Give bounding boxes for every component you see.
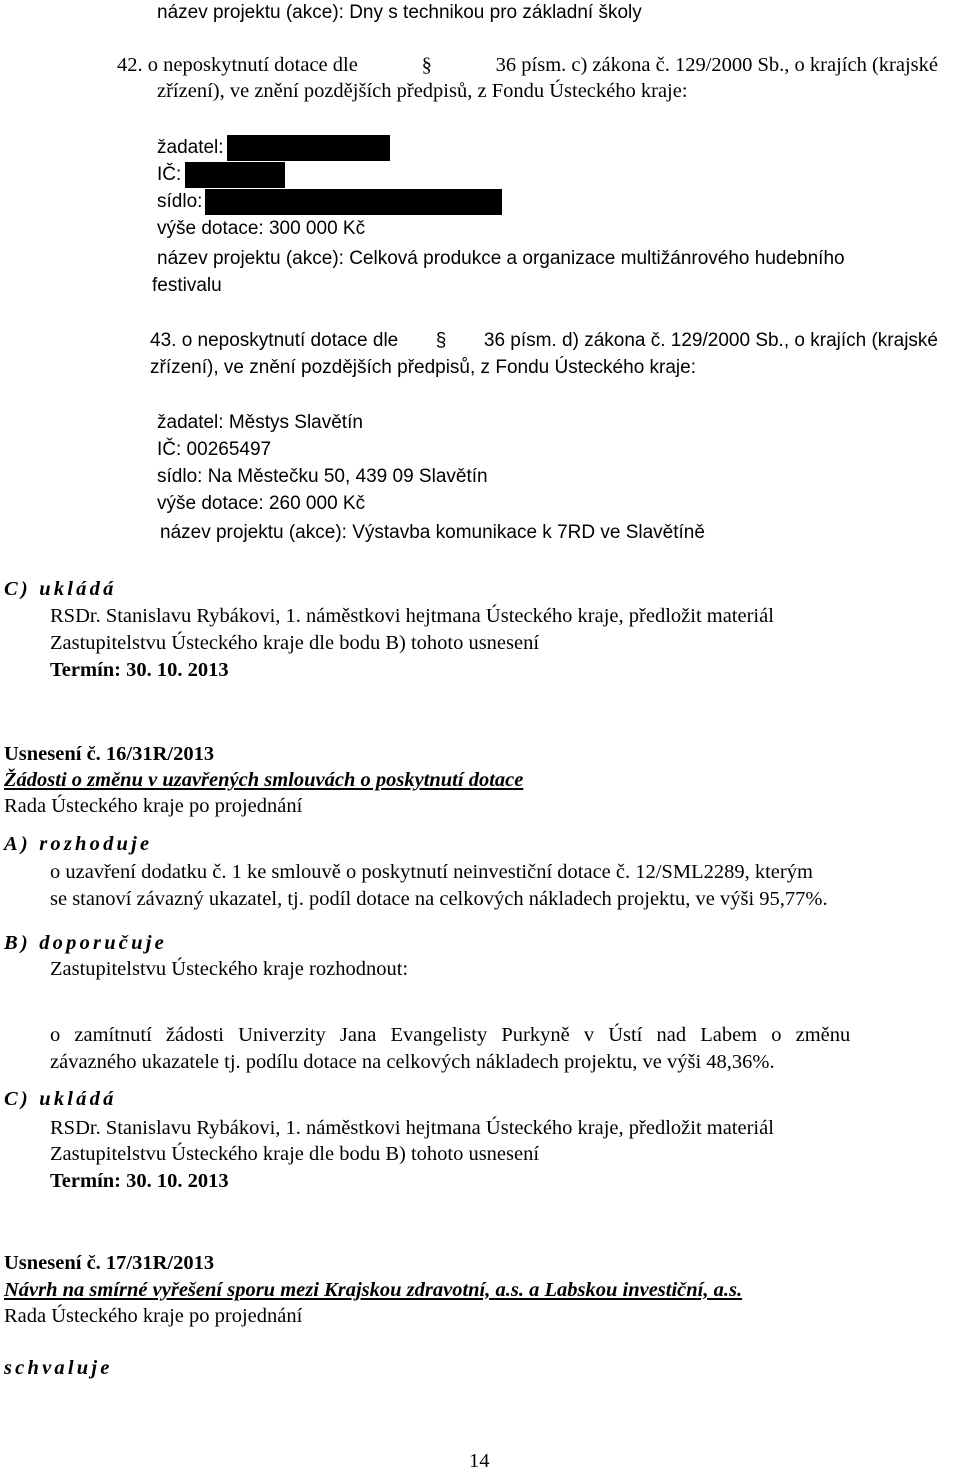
item-43-seat: sídlo: Na Městečku 50, 439 09 Slavětín (157, 466, 488, 487)
item-43-heading-cont: zřízení), ve znění pozdějších předpisů, z Fondu Ústeckého kraje: (150, 357, 696, 378)
project-line-41: název projektu (akce): Dny s technikou pro základní školy (157, 2, 642, 23)
resolution-17-title: Návrh na smírné vyřešení sporu mezi Krajskou zdravotní, a.s. a Labskou investiční, a.s. (4, 1279, 743, 1301)
resolution-17-number: Usnesení č. 17/31R/2013 (4, 1252, 215, 1274)
applicant-label: žadatel: (157, 137, 224, 158)
resolution-17-heading: schvaluje (4, 1357, 113, 1379)
item-43-heading-part2: 36 písm. d) zákona č. 129/2000 Sb., o krajích (krajské (483, 330, 938, 351)
section-c-line1-text: RSDr. Stanislavu Rybákovi, 1. náměstkovi hejtmana Ústeckého kraje, předložit materiál (50, 605, 774, 627)
redaction-bar (185, 162, 285, 188)
item-43-heading-part1: 43. o neposkytnutí dotace dle (150, 330, 399, 351)
resolution-16-b-line2: o zamítnutí žádosti Univerzity Jana Evangelisty Purkyně v Ústí nad Labem o změnu (50, 1024, 851, 1046)
item-42-heading-part1: 42. o neposkytnutí dotace dle (117, 54, 358, 76)
section-c-line1 (50, 603, 938, 629)
resolution-16-c-term: Termín: 30. 10. 2013 (50, 1170, 229, 1192)
page-number: 14 (469, 1450, 490, 1472)
item-43-amount: výše dotace: 260 000 Kč (157, 493, 366, 514)
resolution-16-c-line2: Zastupitelstvu Ústeckého kraje dle bodu B) tohoto usnesení (50, 1143, 540, 1165)
resolution-16-intro: Rada Ústeckého kraje po projednání (4, 795, 303, 817)
section-c-heading: C) ukládá (4, 578, 117, 600)
item-42-project: název projektu (akce): Celková produkce a organizace multižánrového hudebního (157, 248, 845, 269)
item-42-seat (157, 189, 502, 215)
seat-label: sídlo: (157, 191, 203, 212)
item-42-heading (117, 52, 938, 78)
item-43-ic: IČ: 00265497 (157, 439, 272, 460)
resolution-16-c-line1: RSDr. Stanislavu Rybákovi, 1. náměstkovi hejtmana Ústeckého kraje, předložit materiál (50, 1117, 774, 1139)
item-42-ic (157, 162, 285, 188)
resolution-16-number: Usnesení č. 16/31R/2013 (4, 743, 215, 765)
resolution-16-b-line3: závazného ukazatele tj. podílu dotace na celkových nákladech projektu, ve výši 48,36%. (50, 1051, 775, 1073)
resolution-16-c-heading: C) ukládá (4, 1088, 117, 1110)
item-42-applicant (157, 135, 390, 161)
item-42-heading-cont: zřízení), ve znění pozdějších předpisů, z Fondu Ústeckého kraje: (157, 80, 688, 102)
resolution-17-intro: Rada Ústeckého kraje po projednání (4, 1305, 303, 1327)
item-42-amount: výše dotace: 300 000 Kč (157, 218, 366, 239)
ic-label: IČ: (157, 164, 182, 185)
section-sign: § (421, 54, 432, 76)
item-43-project: název projektu (akce): Výstavba komunikace k 7RD ve Slavětíně (160, 522, 705, 543)
item-43-applicant: žadatel: Městys Slavětín (157, 412, 363, 433)
item-42-heading-part2: 36 písm. c) zákona č. 129/2000 Sb., o krajích (krajské (495, 54, 938, 76)
section-c-term: Termín: 30. 10. 2013 (50, 659, 229, 681)
redaction-bar (227, 135, 390, 161)
resolution-16-b-heading: B) doporučuje (4, 932, 167, 954)
resolution-16-a-heading: A) rozhoduje (4, 833, 153, 855)
redaction-bar (205, 189, 502, 215)
item-43-heading (150, 328, 938, 354)
resolution-16-b-line1: Zastupitelstvu Ústeckého kraje rozhodnout: (50, 958, 409, 980)
resolution-16-a-line1: o uzavření dodatku č. 1 ke smlouvě o poskytnutí neinvestiční dotace č. 12/SML2289, kterým (50, 861, 813, 883)
item-42-project-cont: festivalu (152, 275, 222, 296)
section-c-line2: Zastupitelstvu Ústeckého kraje dle bodu B) tohoto usnesení (50, 632, 540, 654)
resolution-16-a-line2: se stanoví závazný ukazatel, tj. podíl dotace na celkových nákladech projektu, ve výši 95,77%. (50, 888, 828, 910)
resolution-16-title: Žádosti o změnu v uzavřených smlouvách o poskytnutí dotace (4, 769, 524, 791)
section-sign: § (435, 330, 447, 351)
